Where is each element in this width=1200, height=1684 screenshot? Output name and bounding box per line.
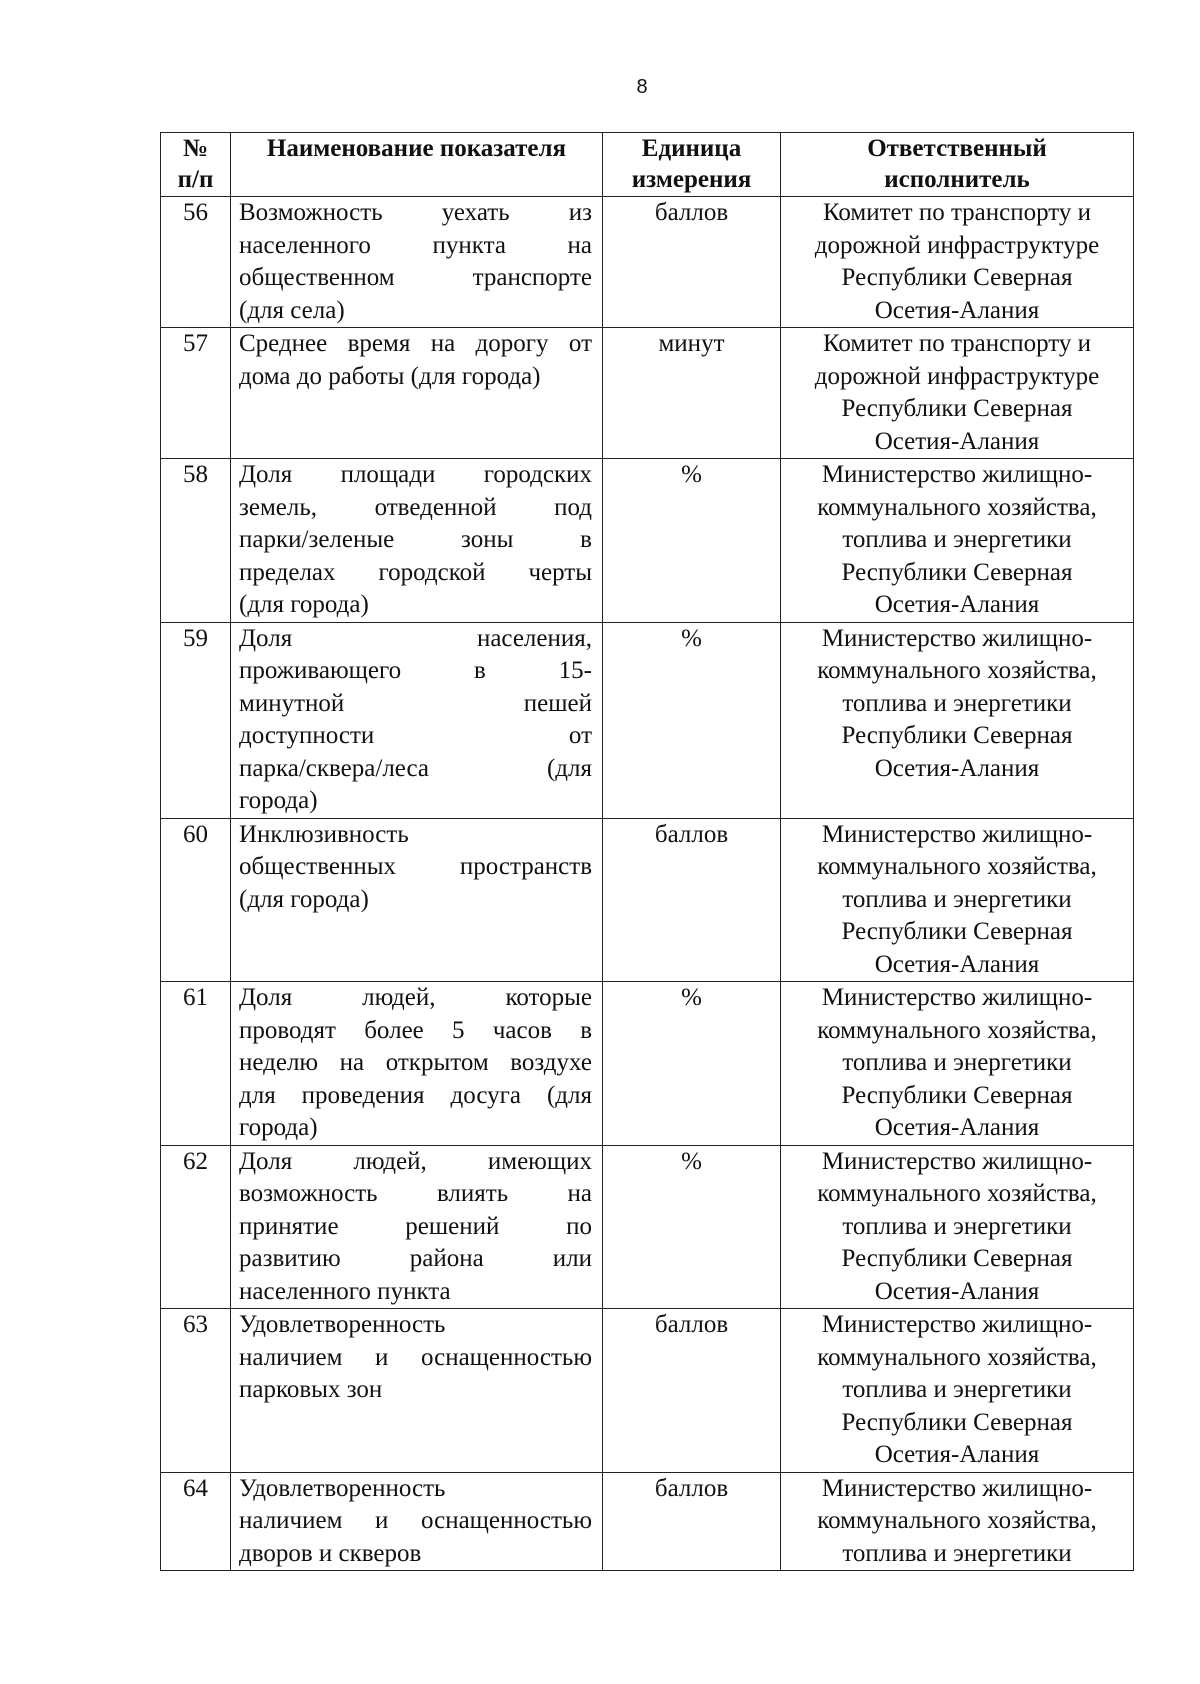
unit-of-measure: %	[603, 622, 781, 818]
responsible-executor-line: Осетия-Алания	[874, 1441, 1040, 1468]
indicator-name	[231, 1145, 603, 1309]
header-num-text: №	[182, 135, 209, 162]
indicator-name-line: земель, отведенной под	[239, 493, 592, 521]
indicator-name-line: города)	[239, 1114, 318, 1141]
indicator-name-line: дома до работы (для города)	[239, 362, 541, 390]
indicator-name-line: Возможность уехать из	[239, 199, 592, 226]
responsible-executor-line: Республики Северная	[841, 1408, 1073, 1436]
unit-of-measure: баллов	[603, 1309, 781, 1473]
responsible-executor	[781, 459, 1134, 623]
indicator-name-line: доступности от	[239, 722, 592, 749]
indicator-name	[231, 982, 603, 1146]
responsible-executor	[781, 328, 1134, 459]
indicator-name-line: развитию района или	[239, 1245, 592, 1272]
table-row	[161, 1309, 1134, 1473]
responsible-executor-line: коммунального хозяйства,	[817, 1180, 1097, 1207]
responsible-executor-line: Министерство жилищно-	[821, 624, 1093, 652]
row-number: 63	[161, 1309, 231, 1473]
responsible-executor-line: коммунального хозяйства,	[817, 1507, 1097, 1534]
table-row	[161, 197, 1134, 328]
row-number: 59	[161, 622, 231, 818]
header-resp	[781, 133, 1134, 197]
responsible-executor-line: топлива и энергетики	[842, 885, 1072, 913]
table-header-row	[161, 133, 1134, 197]
responsible-executor-line: топлива и энергетики	[842, 689, 1072, 717]
indicator-name	[231, 1309, 603, 1473]
indicator-name-line: дворов и скверов	[239, 1539, 422, 1567]
indicator-name	[231, 328, 603, 459]
responsible-executor	[781, 1145, 1134, 1309]
indicator-name-line: населенного пункта на	[239, 231, 592, 259]
indicator-name-line: парки/зеленые зоны в	[239, 526, 592, 553]
unit-of-measure: %	[603, 982, 781, 1146]
table-row	[161, 622, 1134, 818]
responsible-executor-line: Осетия-Алания	[874, 1114, 1040, 1141]
responsible-executor	[781, 1309, 1134, 1473]
indicator-name-line: Доля людей, имеющих	[239, 1147, 592, 1175]
indicator-name-line: общественном транспорте	[239, 264, 592, 291]
responsible-executor-line: Республики Северная	[841, 722, 1073, 749]
responsible-executor-line: Республики Северная	[841, 1081, 1073, 1109]
responsible-executor-line: топлива и энергетики	[842, 1376, 1072, 1403]
indicator-name-line: парка/сквера/леса (для	[239, 754, 592, 782]
indicator-name-line: населенного пункта	[239, 1277, 451, 1305]
header-resp-text: исполнитель	[884, 166, 1030, 193]
indicator-name	[231, 1472, 603, 1571]
indicator-name-line: наличием и оснащенностью	[239, 1343, 592, 1371]
indicator-name	[231, 818, 603, 982]
responsible-executor-line: Осетия-Алания	[874, 950, 1040, 978]
indicator-name-line: Доля площади городских	[239, 461, 592, 488]
indicator-name	[231, 459, 603, 623]
header-resp-text: Ответственный	[867, 135, 1047, 162]
header-unit-text: Единица	[641, 135, 742, 162]
table-row	[161, 818, 1134, 982]
indicator-name-line: Инклюзивность	[239, 820, 409, 848]
responsible-executor-line: Комитет по транспорту и	[822, 199, 1092, 226]
header-name-text: Наименование показателя	[266, 135, 567, 162]
table-row	[161, 1472, 1134, 1571]
table-row	[161, 982, 1134, 1146]
indicator-name-line: Доля людей, которые	[239, 984, 592, 1011]
row-number: 62	[161, 1145, 231, 1309]
page-number: 8	[636, 76, 648, 98]
indicator-name-line: парковых зон	[239, 1376, 383, 1403]
unit-of-measure: минут	[603, 328, 781, 459]
header-unit-text: измерения	[631, 166, 752, 193]
indicator-name-line: (для города)	[239, 591, 369, 618]
unit-of-measure: баллов	[603, 818, 781, 982]
responsible-executor-line: Республики Северная	[841, 264, 1073, 291]
header-unit	[603, 133, 781, 197]
indicator-name-line: наличием и оснащенностью	[239, 1507, 592, 1534]
row-number: 61	[161, 982, 231, 1146]
indicator-name-line: общественных пространств	[239, 853, 592, 880]
row-number: 56	[161, 197, 231, 328]
responsible-executor-line: Министерство жилищно-	[821, 820, 1093, 848]
indicator-name-line: пределах городской черты	[239, 558, 592, 586]
responsible-executor-line: Осетия-Алания	[874, 427, 1040, 455]
responsible-executor	[781, 982, 1134, 1146]
unit-of-measure: баллов	[603, 1472, 781, 1571]
unit-of-measure: %	[603, 1145, 781, 1309]
header-num-text: п/п	[177, 166, 214, 193]
indicator-name-line: Среднее время на дорогу от	[239, 330, 592, 357]
responsible-executor-line: Министерство жилищно-	[821, 984, 1093, 1011]
responsible-executor-line: Республики Северная	[841, 1245, 1073, 1272]
responsible-executor-line: коммунального хозяйства,	[817, 657, 1097, 684]
responsible-executor-line: коммунального хозяйства,	[817, 853, 1097, 880]
indicator-name-line: проживающего в 15-	[239, 657, 592, 684]
indicator-name	[231, 622, 603, 818]
indicator-name-line: Удовлетворенность	[239, 1474, 446, 1502]
table-row	[161, 459, 1134, 623]
indicator-name	[231, 197, 603, 328]
responsible-executor	[781, 818, 1134, 982]
row-number: 64	[161, 1472, 231, 1571]
indicator-name-line: Доля населения,	[239, 624, 592, 652]
responsible-executor-line: топлива и энергетики	[842, 1212, 1072, 1240]
responsible-executor-line: Министерство жилищно-	[821, 1311, 1093, 1338]
responsible-executor-line: коммунального хозяйства,	[817, 1343, 1097, 1371]
indicator-name-line: минутной пешей	[239, 689, 592, 717]
responsible-executor-line: Осетия-Алания	[874, 591, 1040, 618]
unit-of-measure: %	[603, 459, 781, 623]
indicator-name-line: Удовлетворенность	[239, 1311, 446, 1338]
responsible-executor-line: Министерство жилищно-	[821, 1147, 1093, 1175]
responsible-executor-line: Комитет по транспорту и	[822, 330, 1092, 357]
responsible-executor	[781, 1472, 1134, 1571]
responsible-executor-line: Осетия-Алания	[874, 1277, 1040, 1305]
responsible-executor-line: дорожной инфраструктуре	[814, 362, 1100, 390]
responsible-executor-line: коммунального хозяйства,	[817, 493, 1097, 521]
indicator-name-line: проводят более 5 часов в	[239, 1016, 592, 1044]
responsible-executor-line: дорожной инфраструктуре	[814, 231, 1100, 259]
responsible-executor-line: топлива и энергетики	[842, 1049, 1072, 1076]
row-number: 58	[161, 459, 231, 623]
table-body	[161, 197, 1134, 1571]
indicator-name-line: неделю на открытом воздухе	[239, 1049, 592, 1076]
responsible-executor-line: Осетия-Алания	[874, 296, 1040, 324]
responsible-executor-line: Республики Северная	[841, 558, 1073, 586]
unit-of-measure: баллов	[603, 197, 781, 328]
indicator-name-line: города)	[239, 787, 318, 814]
responsible-executor-line: топлива и энергетики	[842, 526, 1072, 553]
header-num	[161, 133, 231, 197]
responsible-executor-line: Республики Северная	[841, 395, 1073, 422]
responsible-executor-line: Республики Северная	[841, 918, 1073, 945]
table-row	[161, 1145, 1134, 1309]
responsible-executor-line: Министерство жилищно-	[821, 461, 1093, 488]
row-number: 60	[161, 818, 231, 982]
row-number: 57	[161, 328, 231, 459]
indicator-name-line: (для села)	[239, 296, 345, 324]
indicator-name-line: принятие решений по	[239, 1212, 592, 1240]
header-name	[231, 133, 603, 197]
responsible-executor	[781, 622, 1134, 818]
responsible-executor-line: Осетия-Алания	[874, 754, 1040, 782]
indicator-name-line: (для города)	[239, 885, 369, 913]
table-row	[161, 328, 1134, 459]
responsible-executor-line: топлива и энергетики	[842, 1539, 1072, 1567]
responsible-executor-line: коммунального хозяйства,	[817, 1016, 1097, 1044]
indicators-table	[160, 132, 1134, 1571]
responsible-executor-line: Министерство жилищно-	[821, 1474, 1093, 1502]
indicator-name-line: возможность влиять на	[239, 1180, 592, 1207]
responsible-executor	[781, 197, 1134, 328]
indicator-name-line: для проведения досуга (для	[239, 1081, 592, 1109]
